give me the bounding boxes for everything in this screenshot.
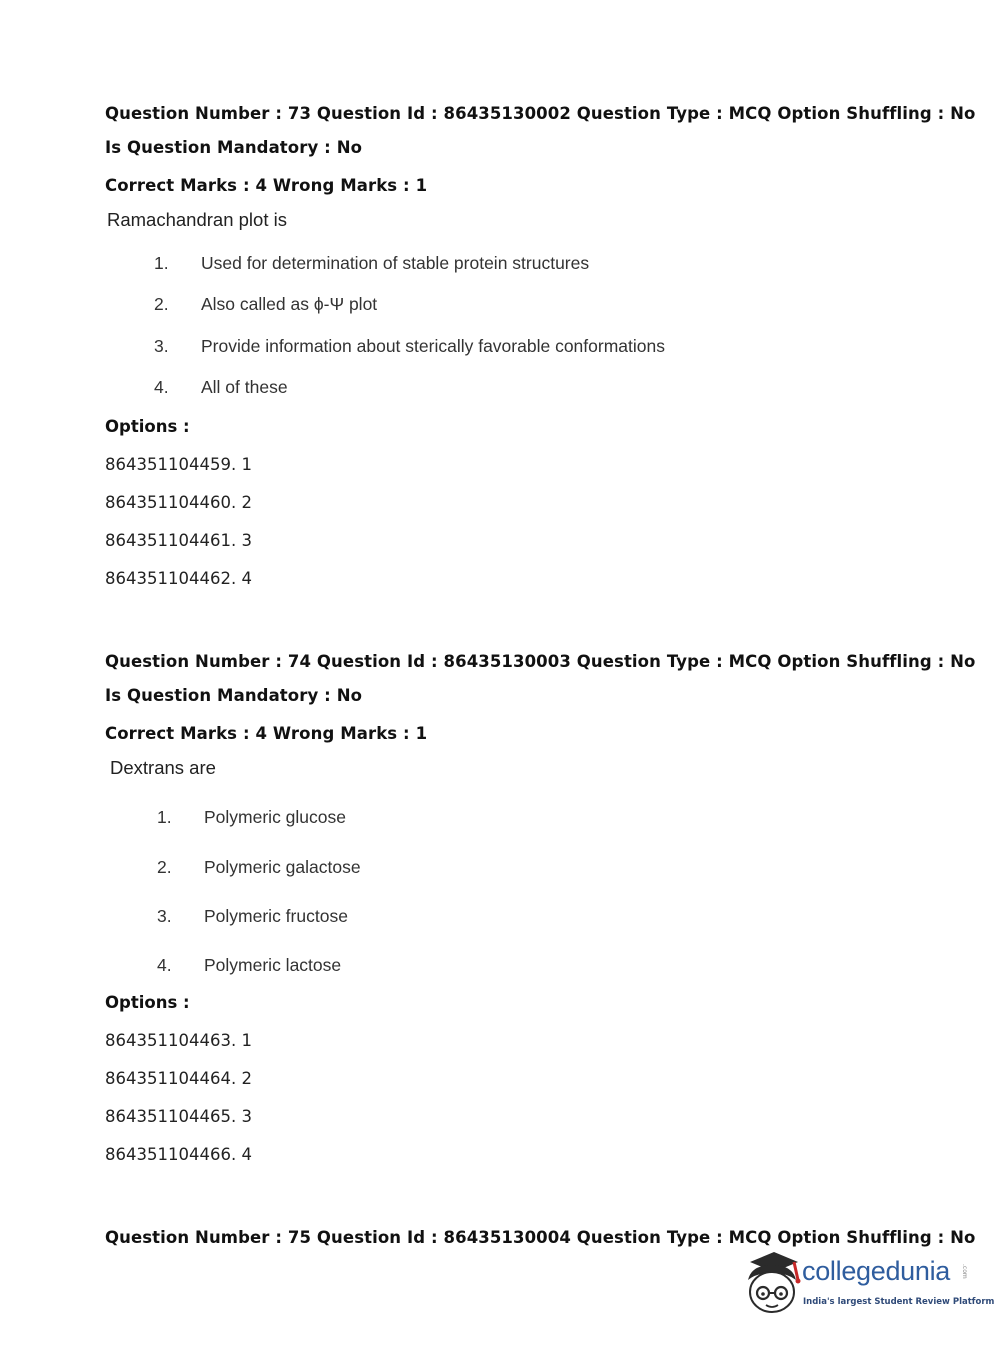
question-73-choice-3 (154, 336, 665, 357)
logo-domain-suffix: .com (961, 1264, 968, 1279)
choice-number: 3. (154, 336, 169, 356)
logo-wordmark: collegedunia (802, 1256, 951, 1286)
question-73-choice-1 (154, 253, 589, 274)
question-74-mandatory: Is Question Mandatory : No (105, 686, 363, 705)
question-73-option-2: 864351104460. 2 (105, 493, 252, 512)
question-74-options-label: Options : (105, 993, 190, 1012)
choice-text: Polymeric galactose (204, 857, 361, 877)
question-74-option-4: 864351104466. 4 (105, 1145, 252, 1164)
question-73-options-label: Options : (105, 417, 190, 436)
choice-number: 2. (154, 294, 169, 314)
choice-text: Polymeric glucose (204, 807, 346, 827)
question-74-choice-3 (157, 906, 348, 927)
choice-text: Provide information about sterically favorable conformations (201, 336, 665, 356)
question-73-option-4: 864351104462. 4 (105, 569, 252, 588)
choice-text: Used for determination of stable protein structures (201, 253, 590, 273)
question-74-stem: Dextrans are (110, 757, 216, 778)
question-74-choice-4 (157, 955, 341, 976)
question-73-choice-4 (154, 377, 288, 398)
logo-tagline: India's largest Student Review Platform (803, 1297, 995, 1307)
choice-number: 4. (154, 377, 169, 397)
question-73-marks: Correct Marks : 4 Wrong Marks : 1 (105, 176, 428, 195)
choice-text: Polymeric fructose (204, 906, 348, 926)
question-74-choice-1 (157, 807, 346, 828)
question-73-mandatory: Is Question Mandatory : No (105, 138, 363, 157)
choice-number: 1. (154, 253, 169, 273)
question-74-option-2: 864351104464. 2 (105, 1069, 252, 1088)
choice-number: 2. (157, 857, 172, 877)
choice-number: 4. (157, 955, 172, 975)
choice-text: Polymeric lactose (204, 955, 342, 975)
mascot-icon (742, 1250, 804, 1322)
question-74-header: Question Number : 74 Question Id : 86435130003 Question Type : MCQ Option Shuffling : No (105, 652, 976, 671)
choice-text: All of these (201, 377, 288, 397)
question-73-option-1: 864351104459. 1 (105, 455, 252, 474)
choice-number: 3. (157, 906, 172, 926)
question-73-option-3: 864351104461. 3 (105, 531, 252, 550)
question-74-option-1: 864351104463. 1 (105, 1031, 252, 1050)
question-75-header: Question Number : 75 Question Id : 86435130004 Question Type : MCQ Option Shuffling : No (105, 1228, 976, 1247)
collegedunia-logo (742, 1250, 995, 1322)
question-74-marks: Correct Marks : 4 Wrong Marks : 1 (105, 724, 428, 743)
question-74-option-3: 864351104465. 3 (105, 1107, 252, 1126)
choice-number: 1. (157, 807, 172, 827)
question-73-header: Question Number : 73 Question Id : 86435130002 Question Type : MCQ Option Shuffling : No (105, 104, 976, 123)
question-74-choice-2 (157, 857, 361, 878)
question-73-choice-2 (154, 294, 377, 315)
question-73-stem: Ramachandran plot is (107, 209, 287, 230)
choice-text: Also called as ϕ-Ψ plot (201, 294, 378, 314)
